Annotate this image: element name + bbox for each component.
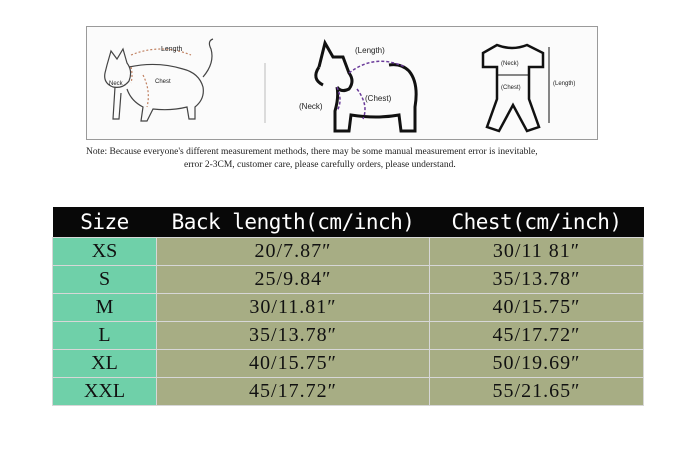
header-chest: Chest(cm/inch) bbox=[430, 207, 644, 238]
table-row bbox=[53, 322, 644, 350]
header-size: Size bbox=[53, 207, 157, 238]
size-cell: S bbox=[53, 266, 157, 294]
chest-cell: 45/17.72″ bbox=[430, 322, 644, 350]
back-length-cell: 35/13.78″ bbox=[157, 322, 430, 350]
chest-cell: 55/21.65″ bbox=[430, 378, 644, 406]
size-cell: L bbox=[53, 322, 157, 350]
size-cell: XXL bbox=[53, 378, 157, 406]
chest-cell: 35/13.78″ bbox=[430, 266, 644, 294]
cat-neck-label: Neck bbox=[109, 81, 123, 87]
size-cell: XL bbox=[53, 350, 157, 378]
measurement-illustrations bbox=[87, 27, 599, 141]
note-line-1: Note: Because everyone's different measurement methods, there may be some manual measurement error is inevitable, bbox=[86, 147, 538, 157]
measurement-note bbox=[86, 146, 616, 172]
garment-chest-label: (Chest) bbox=[501, 85, 521, 91]
size-cell: XS bbox=[53, 238, 157, 266]
chest-cell: 40/15.75″ bbox=[430, 294, 644, 322]
table-row bbox=[53, 266, 644, 294]
cat-length-label: Length bbox=[161, 46, 183, 53]
garment-neck-label: (Neck) bbox=[501, 61, 519, 67]
table-row bbox=[53, 378, 644, 406]
chest-cell: 50/19.69″ bbox=[430, 350, 644, 378]
back-length-cell: 30/11.81″ bbox=[157, 294, 430, 322]
dog-length-line bbox=[349, 61, 405, 73]
garment-length-label: (Length) bbox=[553, 81, 576, 87]
dog-neck-label: (Neck) bbox=[299, 102, 323, 111]
back-length-cell: 40/15.75″ bbox=[157, 350, 430, 378]
cat-chest-label: Chest bbox=[155, 79, 171, 85]
dog-illustration bbox=[316, 43, 416, 131]
size-chart-table bbox=[52, 207, 644, 406]
back-length-cell: 25/9.84″ bbox=[157, 266, 430, 294]
table-row bbox=[53, 238, 644, 266]
dog-chest-label: (Chest) bbox=[365, 94, 392, 103]
chest-cell: 30/11 81″ bbox=[430, 238, 644, 266]
measurement-diagram bbox=[86, 26, 598, 140]
back-length-cell: 45/17.72″ bbox=[157, 378, 430, 406]
back-length-cell: 20/7.87″ bbox=[157, 238, 430, 266]
table-row bbox=[53, 294, 644, 322]
size-cell: M bbox=[53, 294, 157, 322]
table-row bbox=[53, 350, 644, 378]
note-line-2: error 2-3CM, customer care, please carefully orders, please understand. bbox=[184, 160, 456, 170]
dog-length-label: (Length) bbox=[355, 46, 385, 55]
header-back-length: Back length(cm/inch) bbox=[157, 207, 430, 238]
table-header-row bbox=[53, 207, 644, 238]
